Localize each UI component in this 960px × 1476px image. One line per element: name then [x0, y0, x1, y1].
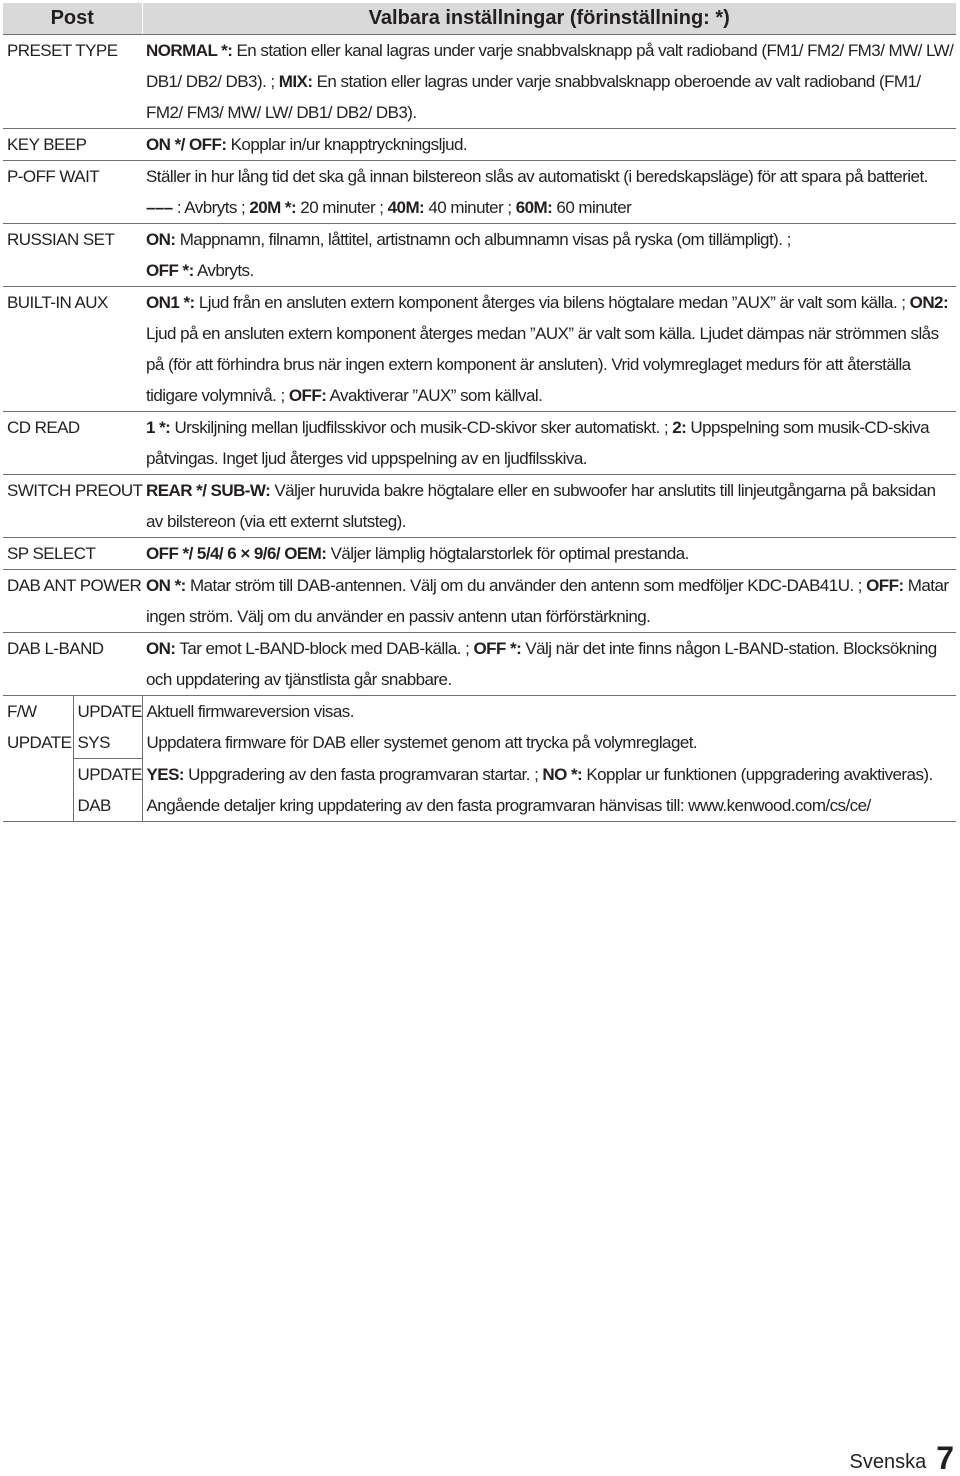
item-description: ON */ OFF: Kopplar in/ur knapptryckningsljud.: [142, 129, 956, 161]
item-label: P-OFF WAIT: [3, 161, 142, 224]
item-label: KEY BEEP: [3, 129, 142, 161]
item-description: ON *: Matar ström till DAB-antennen. Välj om du använder den antenn som medföljer KDC-DAB41U. ; OFF: Matar ingen ström. Välj om du använder en passiv antenn utan förförstärkning.: [142, 570, 956, 633]
row-p-off-wait: [3, 161, 956, 224]
page-footer: [849, 1442, 954, 1474]
item-description: NORMAL *: En station eller kanal lagras under varje snabbvalsknapp på valt radioband (FM1/ FM2/ FM3/ MW/ LW/ DB1/ DB2/ DB3). ; MIX: En station eller lagras under varje snabbvalsknapp oberoende av valt radioband (FM1/ FM2/ FM3/ MW/ LW/ DB1/ DB2/ DB3).: [142, 35, 956, 129]
item-label: SP SELECT: [3, 538, 142, 570]
row-cd-read: [3, 412, 956, 475]
sub-item-label: UPDATE SYS: [73, 696, 142, 759]
item-label: DAB ANT POWER: [3, 570, 142, 633]
item-label: SWITCH PREOUT: [3, 475, 142, 538]
dash-symbol: –––: [146, 198, 173, 217]
item-description: YES: Uppgradering av den fasta programvaran startar. ; NO *: Kopplar ur funktionen (uppgradering avaktiveras). Angående detaljer kring uppdatering av den fasta programvaran hänvisas till: www.kenwood.com/cs/ce/: [142, 759, 956, 822]
item-label: DAB L-BAND: [3, 633, 142, 696]
item-description: ON: Tar emot L-BAND-block med DAB-källa. ; OFF *: Välj när det inte finns någon L-BAND-station. Blocksökning och uppdatering av tjänstlista går snabbare.: [142, 633, 956, 696]
item-label: CD READ: [3, 412, 142, 475]
page-number: 7: [936, 1440, 954, 1476]
item-description: Aktuell firmwareversion visas. Uppdatera firmware för DAB eller systemet genom att trycka på volymreglaget.: [146, 702, 698, 752]
row-dab-ant-power: [3, 570, 956, 633]
item-label: RUSSIAN SET: [3, 224, 142, 287]
sub-item-label: UPDATE DAB: [73, 759, 142, 822]
row-update-sys: [3, 696, 956, 759]
item-description: 1 *: Urskiljning mellan ljudfilsskivor och musik-CD-skivor sker automatiskt. ; 2: Uppspelning som musik-CD-skiva påtvingas. Inget ljud återges vid uppspelning av en ljudfilsskiva.: [142, 412, 956, 475]
item-description: ON1 *: Ljud från en ansluten extern komponent återges via bilens högtalare medan ”AUX” är valt som källa. ; ON2: Ljud på en ansluten extern komponent återges medan ”AUX” är valt som källa. Ljudet dämpas när strömmen slås på (för att förhindra brus när ingen extern komponent är ansluten). Vrid volymreglaget medurs för att återställa tidigare volymnivå. ; OFF: Avaktiverar ”AUX” som källval.: [142, 287, 956, 412]
header-post: Post: [3, 3, 142, 35]
row-switch-preout: [3, 475, 956, 538]
row-sp-select: [3, 538, 956, 570]
item-description: Ställer in hur lång tid det ska gå innan bilstereon slås av automatiskt (i beredskapsläge) för att spara på batteriet. ––– : Avbryts ; 20M *: 20 minuter ; 40M: 40 minuter ; 60M: 60 minuter: [142, 161, 956, 224]
row-update-dab: [3, 759, 956, 822]
item-label: BUILT-IN AUX: [3, 287, 142, 412]
item-description: ON: Mappnamn, filnamn, låttitel, artistnamn och albumnamn visas på ryska (om tillämpligt). ; OFF *: Avbryts.: [142, 224, 956, 287]
row-preset-type: [3, 35, 956, 129]
item-label: PRESET TYPE: [3, 35, 142, 129]
item-label: F/W UPDATE: [3, 696, 73, 822]
item-description: OFF */ 5/4/ 6 × 9/6/ OEM: Väljer lämplig högtalarstorlek för optimal prestanda.: [142, 538, 956, 570]
header-options: Valbara inställningar (förinställning: *): [142, 3, 956, 35]
settings-table: [3, 3, 956, 822]
item-description: REAR */ SUB-W: Väljer huruvida bakre högtalare eller en subwoofer har anslutits till linjeutgångarna på baksidan av bilstereon (via ett externt slutsteg).: [142, 475, 956, 538]
settings-page: [3, 3, 956, 822]
row-key-beep: [3, 129, 956, 161]
footer-language: Svenska: [849, 1451, 927, 1473]
row-built-in-aux: [3, 287, 956, 412]
row-russian-set: [3, 224, 956, 287]
row-dab-l-band: [3, 633, 956, 696]
table-header: [3, 3, 956, 35]
